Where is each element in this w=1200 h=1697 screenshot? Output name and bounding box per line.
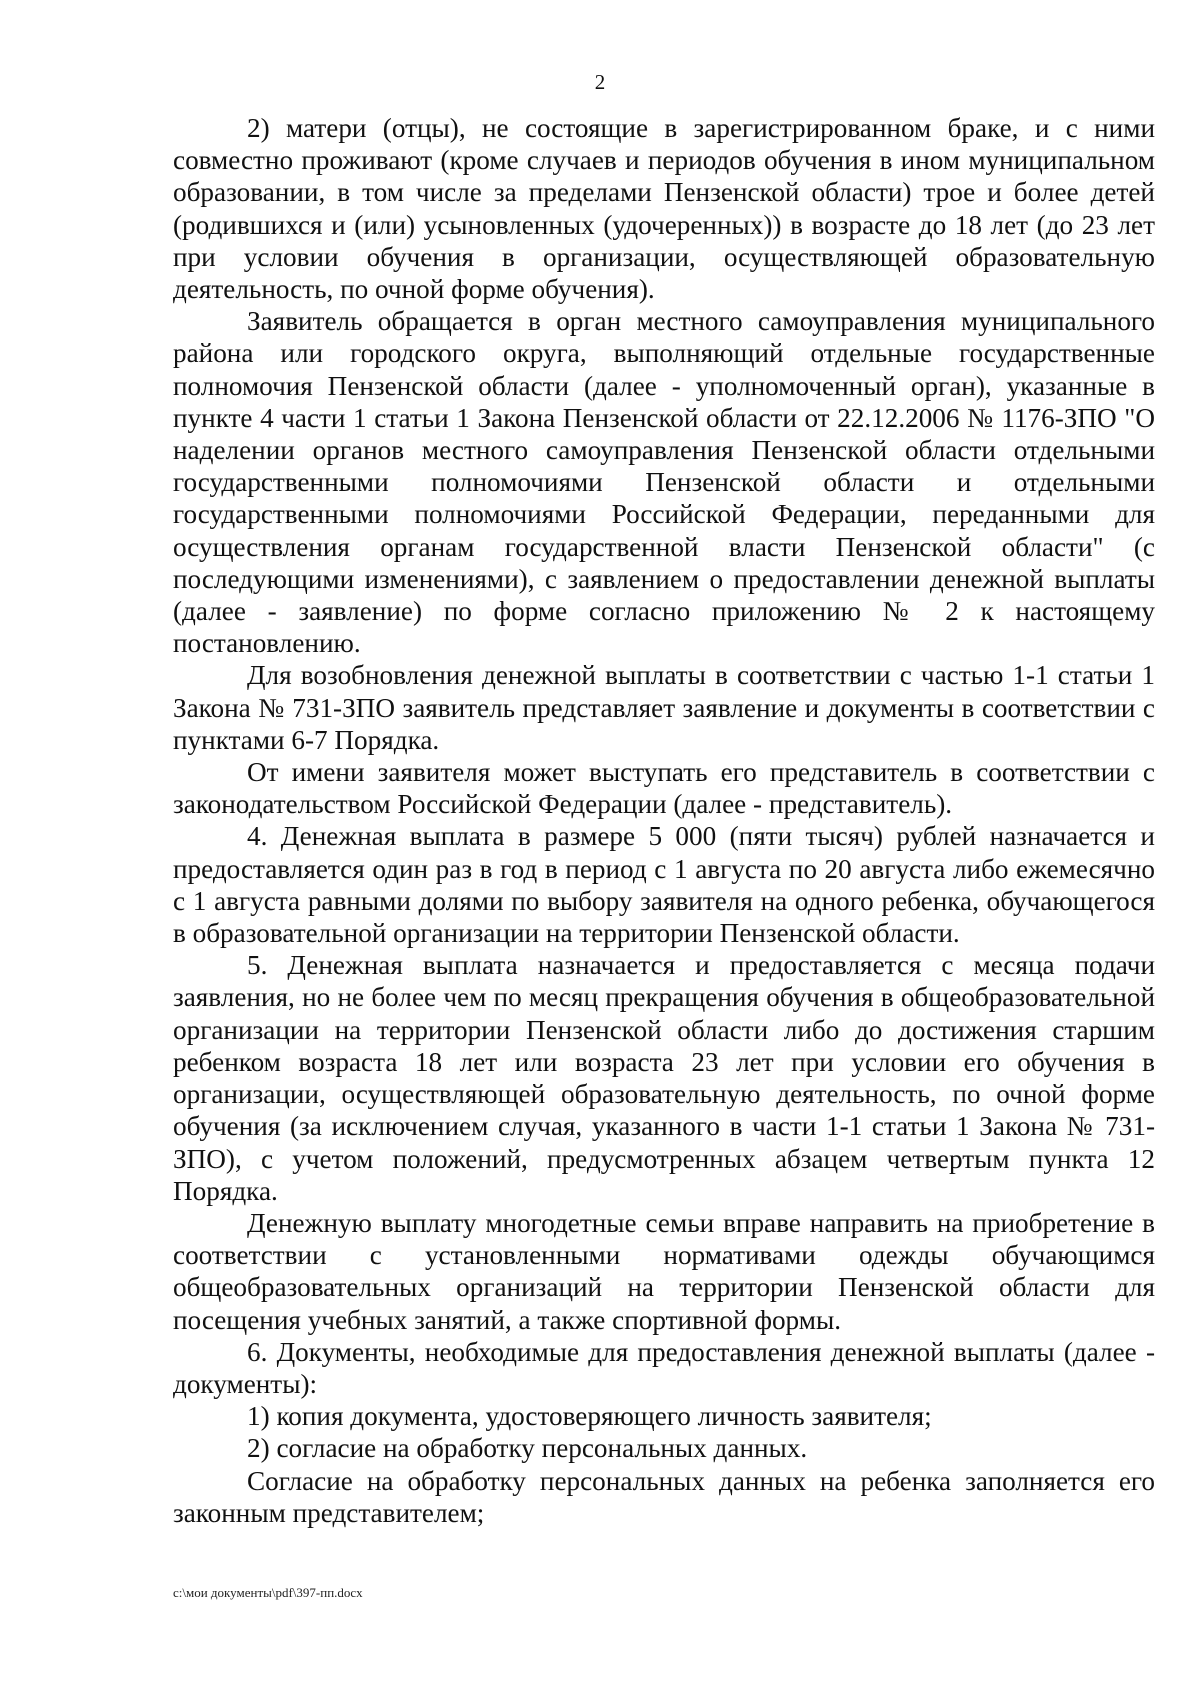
- paragraph-clause-6: 6. Документы, необходимые для предоставления денежной выплаты (далее - документы):: [173, 1336, 1155, 1399]
- paragraph-applicant-appeal: Заявитель обращается в орган местного самоуправления муниципального района или городского округа, выполняющий отдельные государственные полномочия Пензенской области (далее - уполномоченный орган), указанные в пункте 4 части 1 статьи 1 Закона Пензенской области от 22.12.2006 № 1176-ЗПО "О наделении органов местного самоуправления Пензенской области отдельными государственными полномочиями Пензенской области и отдельными государственными полномочиями Российской Федерации, переданными для осуществления органам государственной власти Пензенской области" (с последующими изменениями), с заявлением о предоставлении денежной выплаты (далее - заявление) по форме согласно приложению № 2 к настоящему постановлению.: [173, 306, 1155, 659]
- paragraph-clothing-purchase: Денежную выплату многодетные семьи вправе направить на приобретение в соответствии с установленными нормативами одежды обучающимся общеобразовательных организаций на территории Пензенской области для посещения учебных занятий, а также спортивной формы.: [173, 1207, 1155, 1335]
- footer-file-path: c:\мои документы\pdf\397-пп.docx: [173, 1585, 363, 1600]
- paragraph-consent-child: Согласие на обработку персональных данных на ребенка заполняется его законным представителем;: [173, 1465, 1155, 1528]
- paragraph-document-copy: 1) копия документа, удостоверяющего личность заявителя;: [247, 1401, 932, 1432]
- document-body: [173, 112, 1155, 1529]
- paragraph-resumption: Для возобновления денежной выплаты в соответствии с частью 1-1 статьи 1 Закона № 731-ЗПО заявитель представляет заявление и документы в соответствии с пунктами 6-7 Порядка.: [173, 660, 1155, 755]
- paragraph-item-2-mothers-fathers: 2) матери (отцы), не состоящие в зарегистрированном браке, и с ними совместно проживают (кроме случаев и периодов обучения в ином муниципальном образовании, в том числе за пределами Пензенской области) трое и более детей (родившихся и (или) усыновленных (удочеренных)) в возрасте до 18 лет (до 23 лет при условии обучения в организации, осуществляющей образовательную деятельность, по очной форме обучения).: [173, 113, 1155, 305]
- paragraph-representative: От имени заявителя может выступать его представитель в соответствии с законодательством Российской Федерации (далее - представитель).: [173, 757, 1155, 820]
- paragraph-clause-4: 4. Денежная выплата в размере 5 000 (пяти тысяч) рублей назначается и предоставляется один раз в год в период с 1 августа по 20 августа либо ежемесячно с 1 августа равными долями по выбору заявителя на одного ребенка, обучающегося в образовательной организации на территории Пензенской области.: [173, 821, 1155, 949]
- page-number: 2: [594, 70, 606, 94]
- paragraph-clause-5: 5. Денежная выплата назначается и предоставляется с месяца подачи заявления, но не более чем по месяц прекращения обучения в общеобразовательной организации на территории Пензенской области либо до достижения старшим ребенком возраста 18 лет или возраста 23 лет при условии его обучения в организации, осуществляющей образовательную деятельность, по очной форме обучения (за исключением случая, указанного в части 1-1 статьи 1 Закона № 731-ЗПО), с учетом положений, предусмотренных абзацем четвертым пункта 12 Порядка.: [173, 950, 1155, 1206]
- paragraph-consent: 2) согласие на обработку персональных данных.: [247, 1433, 808, 1464]
